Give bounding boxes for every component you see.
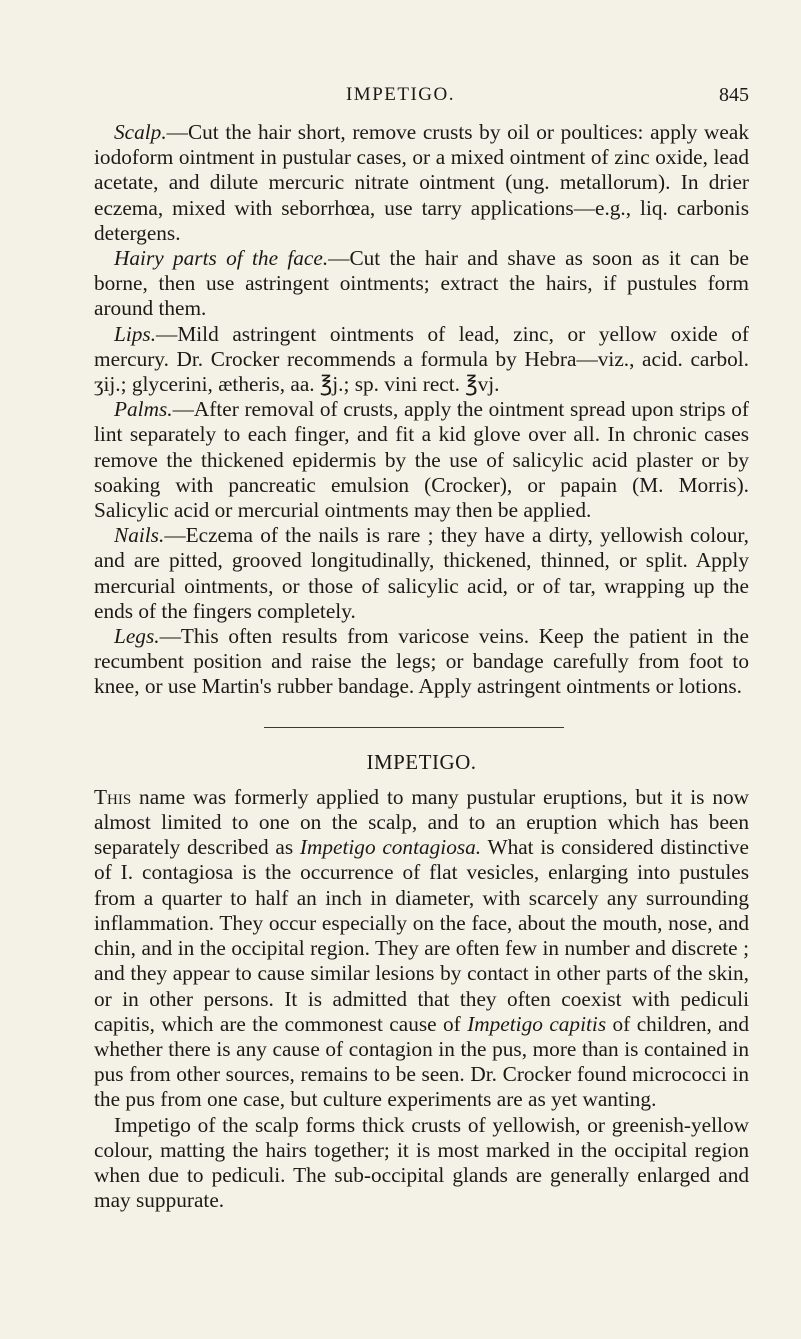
paragraph-text: —Cut the hair and shave as soon as it can be borne, then use astringent ointments; extract the hairs, if pustules form around them. xyxy=(94,246,749,321)
section-heading: IMPETIGO. xyxy=(366,749,477,774)
section-divider xyxy=(94,700,749,750)
paragraph-lead: Nails. xyxy=(114,523,165,548)
paragraph-text: —After removal of crusts, apply the ointment spread upon strips of lint separately to each finger, and fit a kid glove over all. In chronic cases remove the thickened epidermis by the use of salicylic acid plaster or by soaking with pancreatic emulsion (Crocker), or papain (M. Morris). Salicylic acid or mercurial ointments may then be applied. xyxy=(94,397,749,523)
divider-rule xyxy=(264,727,564,728)
paragraph-text: —Mild astringent ointments of lead, zinc, or yellow oxide of mercury. Dr. Crocker recommends a formula by Hebra—viz., acid. carbol. ʒij.; glycerini, ætheris, aa. ℥j.; sp. vini rect. ℥vj. xyxy=(94,321,749,397)
paragraph-lead: Legs. xyxy=(114,624,160,649)
running-title: IMPETIGO. xyxy=(345,84,456,105)
body-text xyxy=(94,120,749,1213)
paragraph-text: —Cut the hair short, remove crusts by oil or poultices: apply weak iodoform ointment in pustular cases, or a mixed ointment of zinc oxide, lead acetate, and dilute mercuric nitrate ointment (ung. metallorum). In drier eczema, mixed with seborrhœa, use tarry applications—e.g., liq. carbonis detergens. xyxy=(94,120,749,245)
term-impetigo-contagiosa: Impetigo contagiosa. xyxy=(299,835,482,860)
paragraph-text: name was formerly applied to many pustular eruptions, but it is now almost limited to one on the scalp, and to an eruption which has been separately described as xyxy=(94,784,749,860)
paragraph-palms xyxy=(94,397,749,523)
paragraph-lead: Palms. xyxy=(114,397,173,422)
section-paragraph-intro xyxy=(94,785,749,1113)
term-impetigo-capitis: Impetigo capitis xyxy=(467,1011,607,1036)
paragraph-text: What is considered distinctive of I. contagiosa is the occurrence of flat vesicles, enlarging into pustules from a quarter to half an inch in diameter, with scarcely any surrounding inflammation. They occur especially on the face, about the mouth, nose, and chin, and in the occipital region. They are often few in number and discrete ; and they appear to cause similar lesions by contact in other parts of the skin, or in other persons. It is admitted that they often coexist with pediculi capitis, which are the commonest cause of xyxy=(94,835,749,1036)
page-header xyxy=(0,84,801,112)
paragraph-scalp xyxy=(94,120,749,246)
paragraph-lead: Hairy parts of the face. xyxy=(114,246,329,271)
paragraph-hairy-parts xyxy=(94,246,749,322)
paragraph-lips xyxy=(94,322,749,398)
first-word: This xyxy=(94,784,132,809)
paragraph-text: —This often results from varicose veins. Keep the patient in the recumbent position and raise the legs; or bandage carefully from foot to knee, or use Martin's rubber bandage. Apply astringent ointments or lotions. xyxy=(94,624,749,699)
paragraph-lead: Scalp. xyxy=(114,120,167,144)
page-number: 845 xyxy=(719,84,749,106)
paragraph-legs xyxy=(94,624,749,700)
paragraph-text: —Eczema of the nails is rare ; they have a dirty, yellowish colour, and are pitted, grooved longitudinally, thickened, thinned, or split. Apply mercurial ointments, or those of salicylic acid, or of tar, wrapping up the ends of the fingers completely. xyxy=(94,523,749,623)
paragraph-nails xyxy=(94,523,749,624)
section-paragraph-scalp: Impetigo of the scalp forms thick crusts of yellowish, or greenish-yellow colour, matting the hairs together; it is most marked in the occipital region when due to pediculi. The sub-occipital glands are generally enlarged and may suppurate. xyxy=(94,1112,749,1213)
paragraph-lead: Lips. xyxy=(114,321,157,346)
paragraph-text: of children, and whether there is any cause of contagion in the pus, more than is contained in pus from other sources, remains to be seen. Dr. Crocker found micrococci in the pus from one case, but culture experiments are as yet wanting. xyxy=(94,1011,749,1112)
